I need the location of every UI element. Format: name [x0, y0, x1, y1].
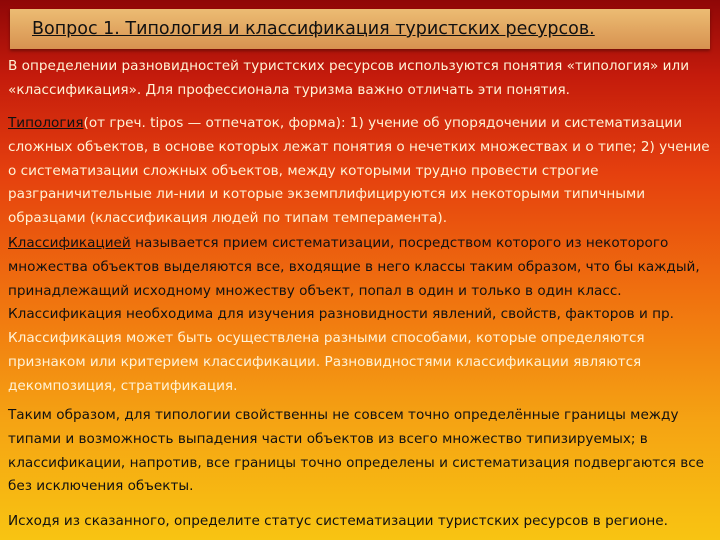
typology-term: Типология	[8, 115, 84, 131]
title-bar	[10, 9, 710, 49]
slide-title-dot: .	[589, 19, 595, 39]
classification-definition: называется прием систематизации, посредством которого из некоторого множества объектов выделяются все, входящие в него классы таким образом, что бы каждый, принадлежащий исходному множеству объект, попал в один и только в один класс. Классификация необходима для изучения разновидности явлений, свойств, факторов и пр.	[8, 235, 700, 323]
comparison-paragraph: Таким образом, для типологии свойственны не совсем точно определённые границы между типами и возможность выпадения части объектов из всего множество типизируемых; в классификации, напротив, все границы точно определены и систематизация подвергаются все без исключения объекты.	[8, 407, 705, 495]
intro-paragraph: В определении разновидностей туристских ресурсов используются понятия «типология» или «классификация». Для профессионала туризма важно отличать эти понятия.	[8, 58, 690, 98]
classification-term: Классификацией	[8, 235, 131, 251]
classification-methods: Классификация может быть осуществлена разными способами, которые определяются признаком или критерием классификации. Разновидностями классификации являются декомпозиция, стратификация.	[8, 330, 645, 394]
task-paragraph: Исходя из сказанного, определите статус систематизации туристских ресурсов в регионе.	[8, 513, 668, 529]
typology-paragraph	[8, 112, 714, 231]
slide-title-text: Вопрос 1. Типология и классификация туристских ресурсов	[32, 19, 590, 39]
classification-paragraph	[8, 232, 714, 399]
typology-definition: (от греч. tipos — отпечаток, форма): 1) учение об упорядочении и систематизации сложных объектов, в основе которых лежат понятия о нечетких множествах и о типе; 2) учение о систематизации сложных объектов, между которыми трудно провести строгие разграничительные ли-нии и которые экземплифицируются их некоторыми типичными образцами (классификация людей по типам темперамента).	[8, 115, 710, 227]
slide-title	[32, 19, 595, 39]
